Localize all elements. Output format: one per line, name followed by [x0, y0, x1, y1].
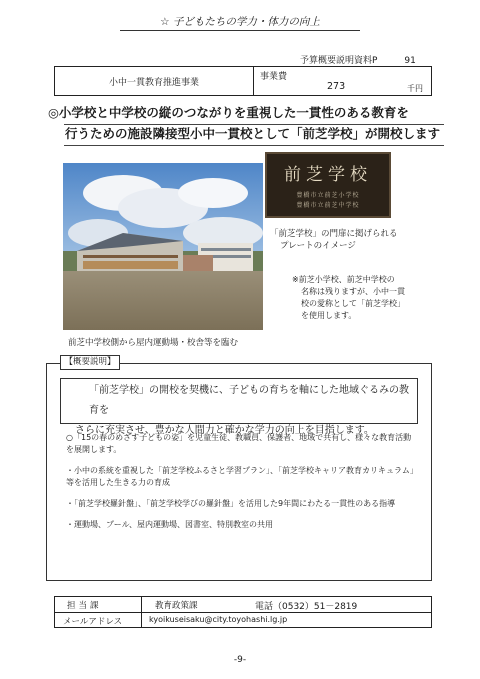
- plate-school-name: 前芝学校: [284, 165, 372, 185]
- headline: [48, 102, 448, 144]
- summary-lead: [60, 378, 418, 436]
- headline-line-2: 行うための施設隣接型小中一貫校として「前芝学校」が開校します: [65, 126, 441, 141]
- contact-dept: 教育政策課: [155, 601, 198, 611]
- plate-caption-line-1: 「前芝学校」の門扉に掲げられる: [270, 229, 398, 239]
- contact-col-divider: [141, 597, 142, 627]
- note-line-4: を使用します。: [301, 311, 357, 320]
- summary-item: ・「前芝学校羅針盤」、「前芝学校学びの羅針盤」を活用した9年間にわたる一貫性のある指導: [66, 499, 396, 508]
- summary-item: ・小中の系統を重視した「前芝学校ふるさと学習プラン」、「前芝学校キャリア教育カリキュラム」等を活用した生きる力の育成: [66, 466, 418, 487]
- summary-item: ○「15の春のめざす子どもの姿」を児童生徒、教職員、保護者、地域で共有し、様々な教育活動を展開します。: [66, 433, 412, 454]
- summary-items: [66, 432, 418, 540]
- project-name: 小中一貫教育推進事業: [108, 78, 199, 88]
- summary-item: ・運動場、プール、屋内運動場、図書室、特別教室の共用: [66, 520, 273, 529]
- contact-table: [54, 596, 432, 628]
- school-name-plate: [265, 152, 391, 218]
- page-number: -9-: [233, 655, 247, 665]
- budget-table: [54, 66, 432, 96]
- school-photo-image: [63, 163, 263, 330]
- cost-unit: 千円: [407, 84, 423, 93]
- school-photo: [63, 163, 263, 330]
- budget-reference: 予算概要説明資料P 91: [300, 56, 416, 66]
- summary-lead-line-2: さらに充実させ、豊かな人間力と確かな学力の向上を目指します。: [75, 425, 374, 436]
- page-header-title: ☆ 子どもたちの学力・体力の向上: [160, 16, 320, 28]
- budget-table-divider: [253, 67, 254, 95]
- note-line-2: 名称は残りますが、小中一貫: [301, 287, 405, 296]
- summary-tab: 【概要説明】: [60, 355, 120, 370]
- note-line-1: ※前芝小学校、前芝中学校の: [292, 275, 395, 284]
- plate-caption-line-2: プレートのイメージ: [280, 241, 356, 251]
- headline-underline-2: [64, 145, 444, 146]
- contact-mail[interactable]: kyoikuseisaku@city.toyohashi.lg.jp: [149, 615, 288, 624]
- header-underline: [120, 30, 360, 31]
- contact-phone: 電話（0532）51－2819: [255, 602, 358, 612]
- contact-mail-label: メールアドレス: [63, 617, 123, 627]
- plate-elementary-name: 豊橋市立前芝小学校: [296, 192, 360, 199]
- headline-underline-1: [64, 124, 444, 125]
- cost-value: 273: [327, 81, 346, 92]
- naming-note: [292, 274, 405, 322]
- contact-dept-label: 担当課: [67, 601, 102, 611]
- headline-line-1: ◎小学校と中学校の縦のつながりを重視した一貫性のある教育を: [48, 105, 409, 120]
- plate-caption: [270, 228, 398, 252]
- contact-row-divider: [55, 612, 431, 613]
- note-line-3: 校の愛称として「前芝学校」: [301, 299, 405, 308]
- summary-lead-line-1: 「前芝学校」の開校を契機に、子どもの育ちを軸にした地域ぐるみの教育を: [89, 385, 409, 416]
- plate-junior-high-name: 豊橋市立前芝中学校: [296, 202, 360, 209]
- cost-label: 事業費: [260, 72, 288, 82]
- photo-caption: 前芝中学校側から屋内運動場・校舎等を臨む: [68, 338, 239, 348]
